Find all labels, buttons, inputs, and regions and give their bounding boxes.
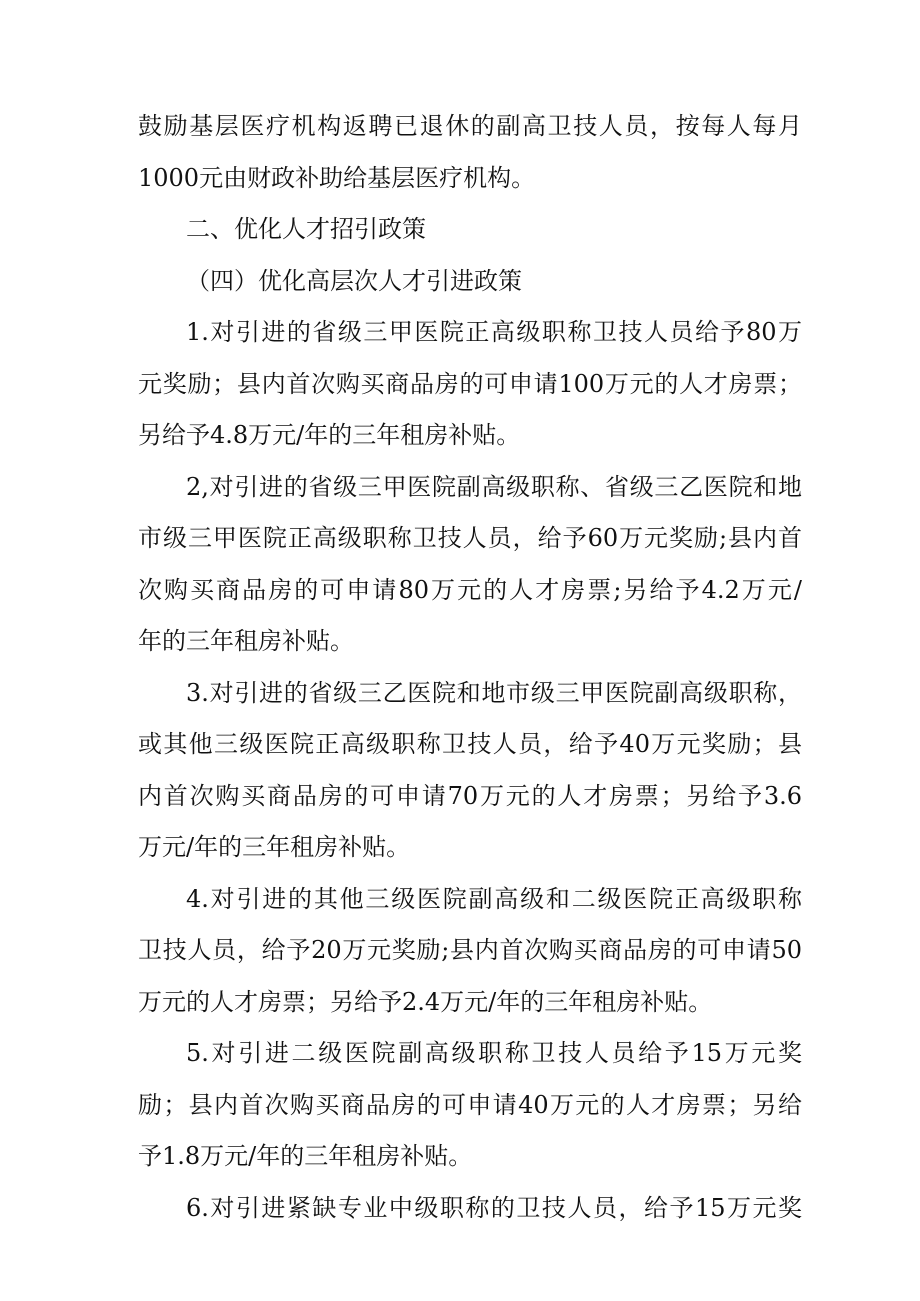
text-line: 3.对引进的省级三乙医院和地市级三甲医院副高级职称， <box>186 678 802 707</box>
text-line: 2,对引进的省级三甲医院副高级职称、省级三乙医院和地 <box>186 472 802 501</box>
text-line: 励；县内首次购买商品房的可申请40万元的人才房票；另给 <box>138 1090 802 1119</box>
text-line: 5.对引进二级医院副高级职称卫技人员给予15万元奖 <box>186 1039 802 1067</box>
text-line: 1000元由财政补助给基层医疗机构。 <box>138 163 536 192</box>
text-line: 或其他三级医院正高级职称卫技人员，给予40万元奖励；县 <box>138 730 802 758</box>
text-line: 万元的人才房票；另给予2.4万元/年的三年租房补贴。 <box>138 987 713 1016</box>
text-line: 次购买商品房的可申请80万元的人才房票;另给予4.2万元/ <box>138 575 802 604</box>
text-line: 元奖励；县内首次购买商品房的可申请100万元的人才房票； <box>138 369 802 398</box>
text-line: 另给予4.8万元/年的三年租房补贴。 <box>138 421 521 449</box>
document-body <box>138 101 802 1234</box>
text-line: 年的三年租房补贴。 <box>138 627 354 655</box>
text-line: 予1.8万元/年的三年租房补贴。 <box>138 1142 473 1170</box>
text-line: 万元/年的三年租房补贴。 <box>138 833 411 861</box>
text-line: 内首次购买商品房的可申请70万元的人才房票；另给予3.6 <box>138 781 802 810</box>
text-line: 市级三甲医院正高级职称卫技人员，给予60万元奖励;县内首 <box>138 524 802 552</box>
text-line: 二、优化人才招引政策 <box>186 215 426 243</box>
text-line: 4.对引进的其他三级医院副高级和二级医院正高级职称 <box>186 884 802 913</box>
text-line: 鼓励基层医疗机构返聘已退休的副高卫技人员，按每人每月 <box>138 112 802 140</box>
text-line: 6.对引进紧缺专业中级职称的卫技人员，给予15万元奖 <box>186 1193 802 1222</box>
text-line: （四）优化高层次人才引进政策 <box>186 266 522 295</box>
text-line: 1.对引进的省级三甲医院正高级职称卫技人员给予80万 <box>186 318 802 346</box>
text-line: 卫技人员，给予20万元奖励;县内首次购买商品房的可申请50 <box>138 936 802 964</box>
